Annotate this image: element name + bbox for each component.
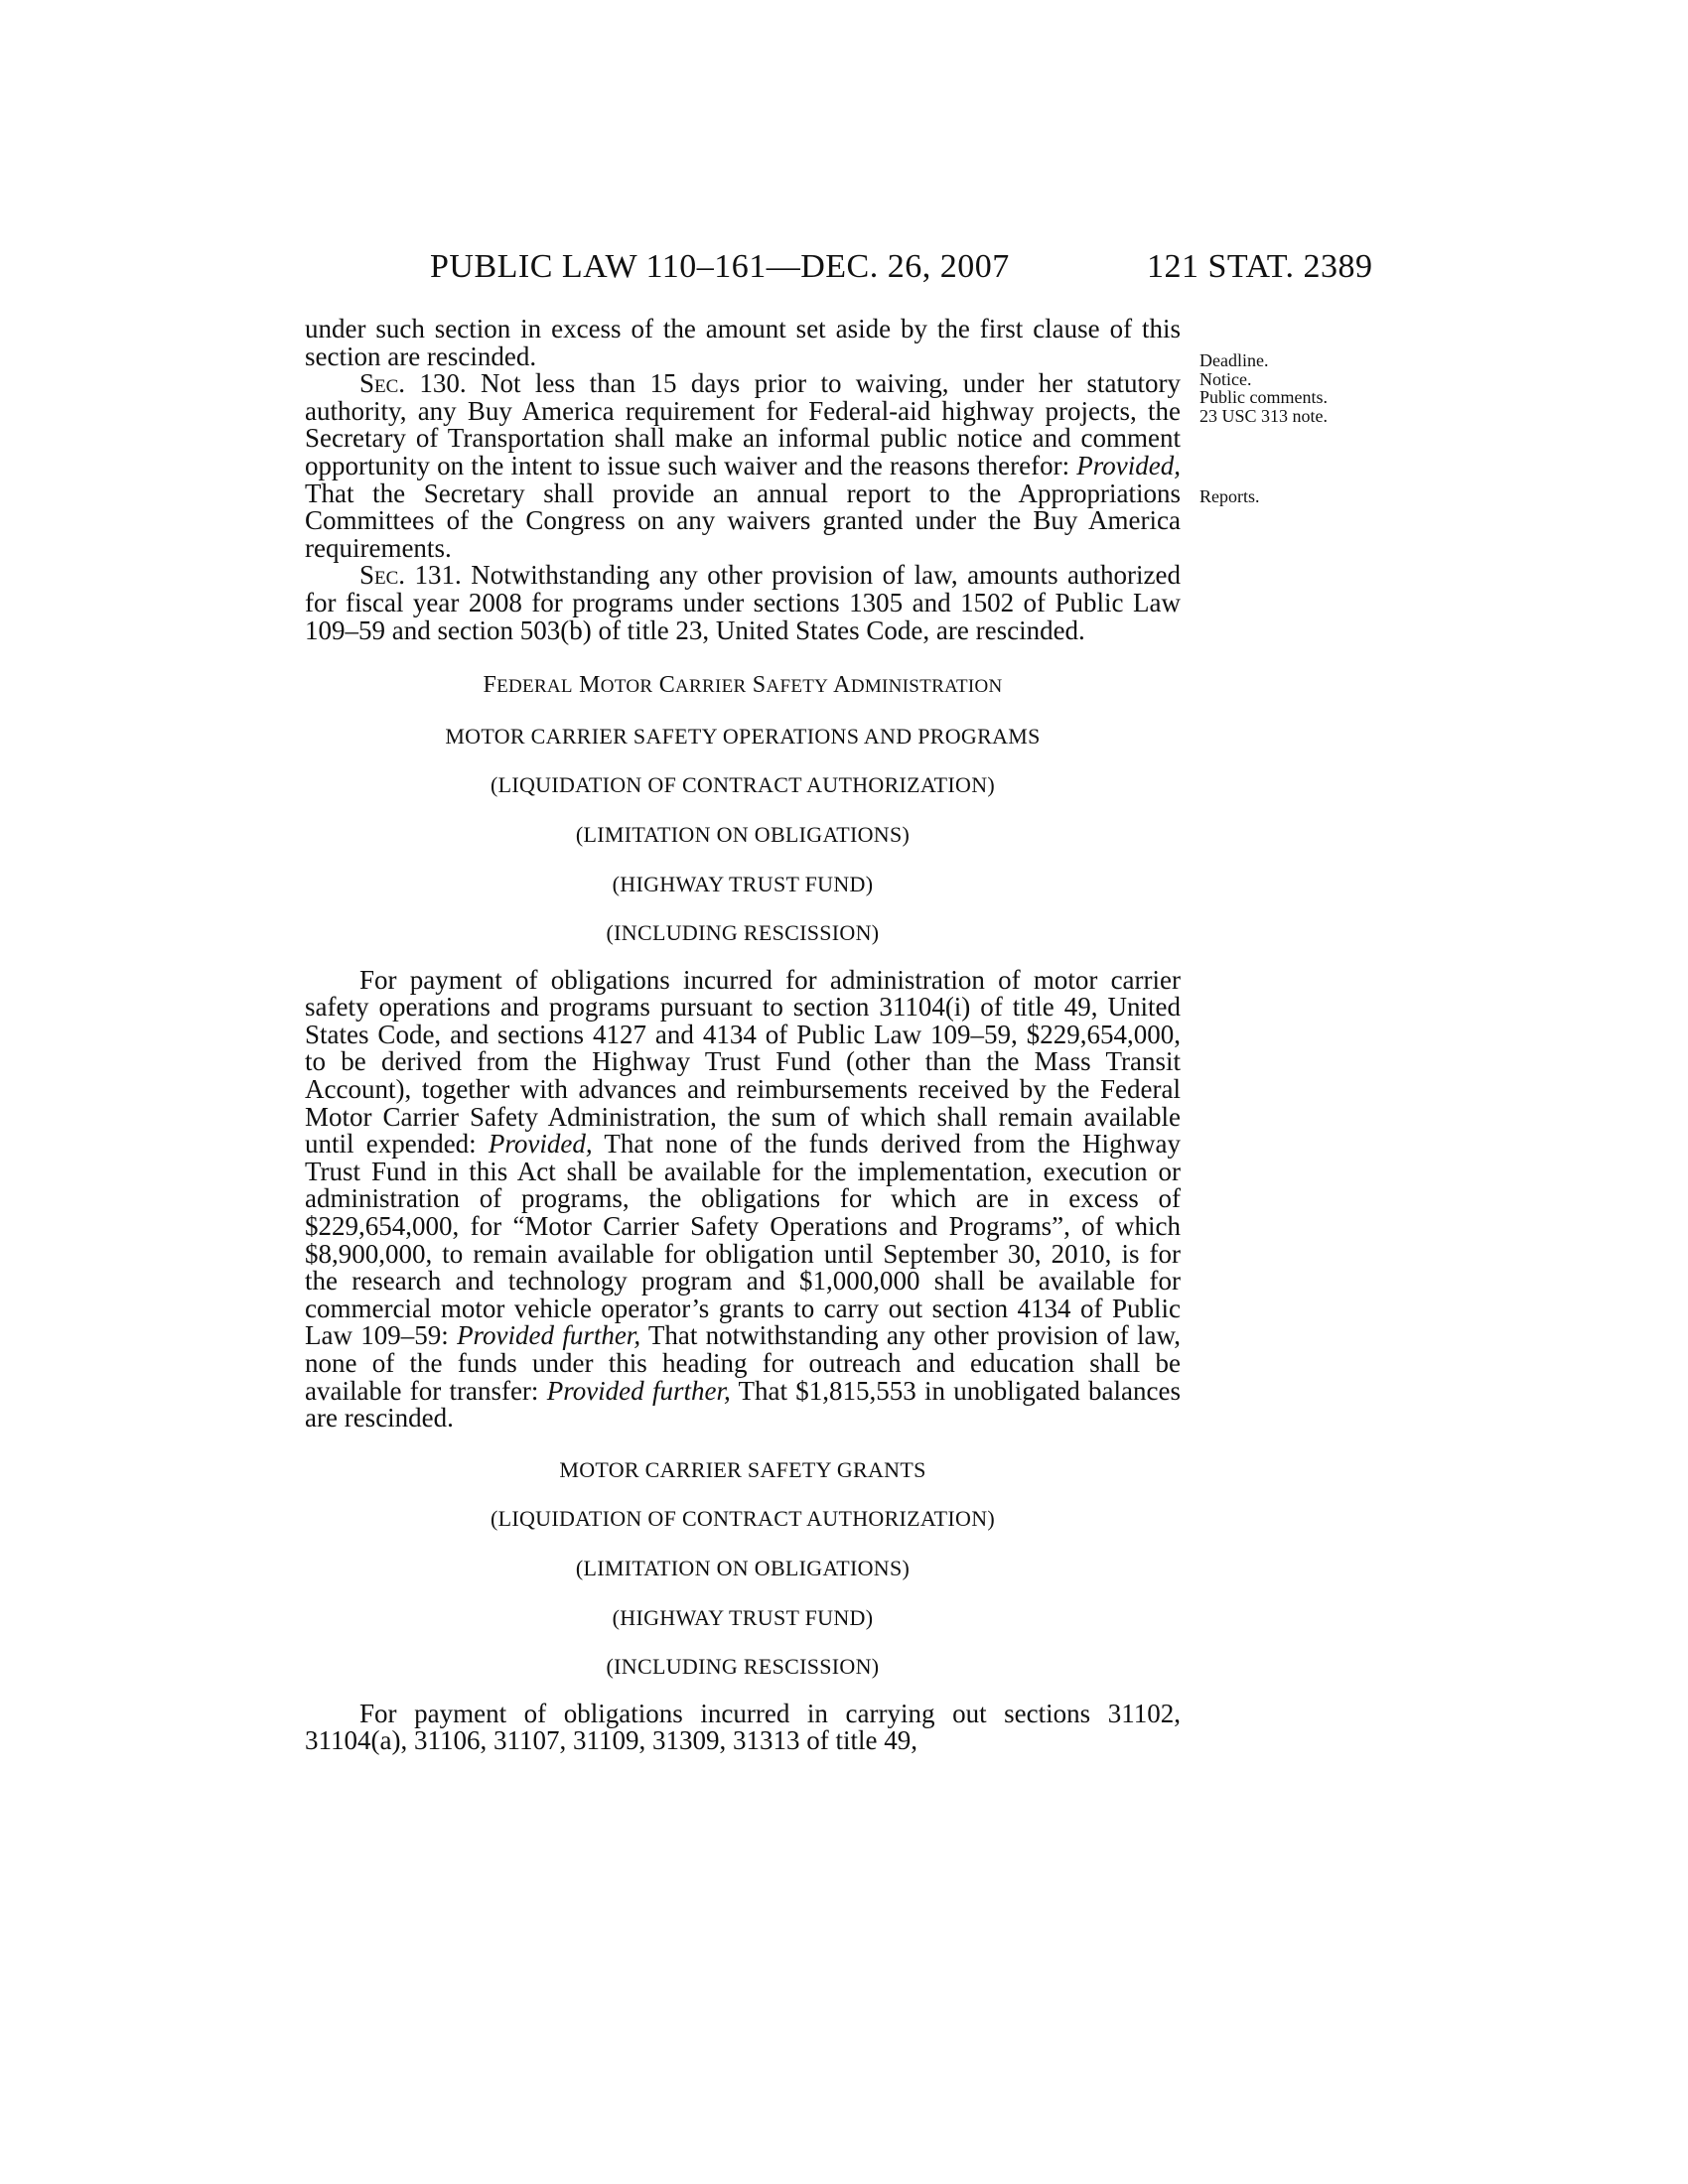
agency-letter: S: [752, 672, 767, 699]
proviso-italic: Provided,: [488, 1129, 593, 1160]
paragraph-text: That $1,815,553 in unobligated balances are rescinded.: [305, 1375, 1181, 1433]
section-131-label: Sec. 131.: [359, 560, 462, 591]
subheading-liquidation: (LIQUIDATION OF CONTRACT AUTHORIZATION): [490, 1506, 996, 1532]
paragraph-text: For payment of obligations incurred in carrying out sections 31102, 31104(a), 31106, 31107, 31109, 31309, 31313 of title 49,: [305, 1698, 1181, 1756]
margin-notes-group-2: [1199, 487, 1260, 506]
subheading-rescission: (INCLUDING RESCISSION): [606, 1654, 880, 1680]
section-131-text: Notwithstanding any other provision of law, amounts authorized for fiscal year 2008 for programs under sections 1305 and 1502 of Public Law 109–59 and section 503(b) of title 23, United States Code, are rescinded.: [305, 560, 1181, 645]
section-131-paragraph: [305, 562, 1181, 644]
paragraph-text: That notwithstanding any other provision of law, none of the funds under this heading for outreach and education shall be available for transfer:: [305, 1320, 1182, 1406]
section-130-text-a: Not less than 15 days prior to waiving, under her statutory authority, any Buy America requirement for Federal-aid highway projects, the Secretary of Transportation shall make an informal public notice and comment opportunity on the intent to issue such waiver and the reasons therefor:: [305, 368, 1181, 480]
margin-note-usc-citation: 23 USC 313 note.: [1199, 405, 1329, 426]
paragraph-text: For payment of obligations incurred for administration of motor carrier safety operations and programs pursuant to section 31104(i) of title 49, United States Code, and sections 4127 and 4134 of Public Law 109–59, $229,654,000, to be derived from the Highway Trust Fund (other than the Mass Transit Account), together with advances and reimbursements received by the Federal Motor Carrier Safety Administration, the sum of which shall remain available until expended:: [305, 964, 1181, 1160]
margin-notes-group-1: [1199, 351, 1328, 425]
section-130-provided: Provided,: [1076, 450, 1181, 480]
agency-heading: [305, 672, 1181, 701]
agency-letter: F: [483, 672, 497, 699]
section-130-text-b: That the Secretary shall provide an annual report to the Appropriations Committees of the Congress on any waivers granted under the Buy America requirements.: [305, 478, 1181, 563]
page-stat-number: 121 STAT. 2389: [1147, 248, 1373, 285]
margin-note-notice: Notice.: [1199, 368, 1252, 389]
running-header-title: PUBLIC LAW 110–161—DEC. 26, 2007: [430, 248, 1010, 285]
subheading-trust-fund: (HIGHWAY TRUST FUND): [612, 1604, 874, 1630]
agency-letter: A: [833, 672, 851, 699]
account-heading: MOTOR CARRIER SAFETY OPERATIONS AND PROGRAMS: [445, 723, 1041, 749]
agency-word: OTOR: [600, 676, 653, 698]
proviso-italic: Provided further,: [457, 1320, 641, 1351]
agency-word: AFETY: [766, 676, 829, 698]
margin-note-reports: Reports.: [1199, 486, 1260, 506]
section-130-label: Sec. 130.: [359, 368, 467, 399]
proviso-italic: Provided further,: [546, 1375, 731, 1406]
agency-word: EDERAL: [496, 676, 573, 698]
subheading-trust-fund: (HIGHWAY TRUST FUND): [612, 871, 874, 896]
subheading-limitation: (LIMITATION ON OBLIGATIONS): [575, 1555, 911, 1580]
agency-word: ARRIER: [675, 676, 747, 698]
paragraph-continuation: [305, 316, 1181, 370]
subheading-limitation: (LIMITATION ON OBLIGATIONS): [575, 821, 911, 847]
paragraph-text: That none of the funds derived from the Highway Trust Fund in this Act shall be available for the implementation, execution or administration of programs, the obligations for which are in excess of $229,654,000, for “Motor Carrier Safety Operations and Programs”, of which $8,900,000, to remain available for obligation until September 30, 2010, is for the research and technology program and $1,000,000 shall be available for commercial motor vehicle operator’s grants to carry out section 4134 of Public Law 109–59:: [305, 1129, 1181, 1351]
margin-note-deadline: Deadline.: [1199, 350, 1269, 370]
account-heading: MOTOR CARRIER SAFETY GRANTS: [559, 1456, 926, 1482]
subheading-liquidation: (LIQUIDATION OF CONTRACT AUTHORIZATION): [490, 772, 996, 798]
operations-programs-paragraph: [305, 964, 1182, 1433]
agency-letter: C: [658, 672, 675, 699]
section-130-paragraph: [305, 370, 1181, 562]
margin-note-public-comments: Public comments.: [1199, 387, 1328, 407]
main-text-column: [305, 316, 1181, 1755]
agency-word: DMINISTRATION: [850, 676, 1003, 698]
agency-letter: M: [579, 672, 601, 699]
paragraph-text: under such section in excess of the amount set aside by the first clause of this section are rescinded.: [305, 314, 1181, 371]
subheading-rescission: (INCLUDING RESCISSION): [606, 920, 880, 946]
safety-grants-paragraph: [305, 1698, 1181, 1756]
